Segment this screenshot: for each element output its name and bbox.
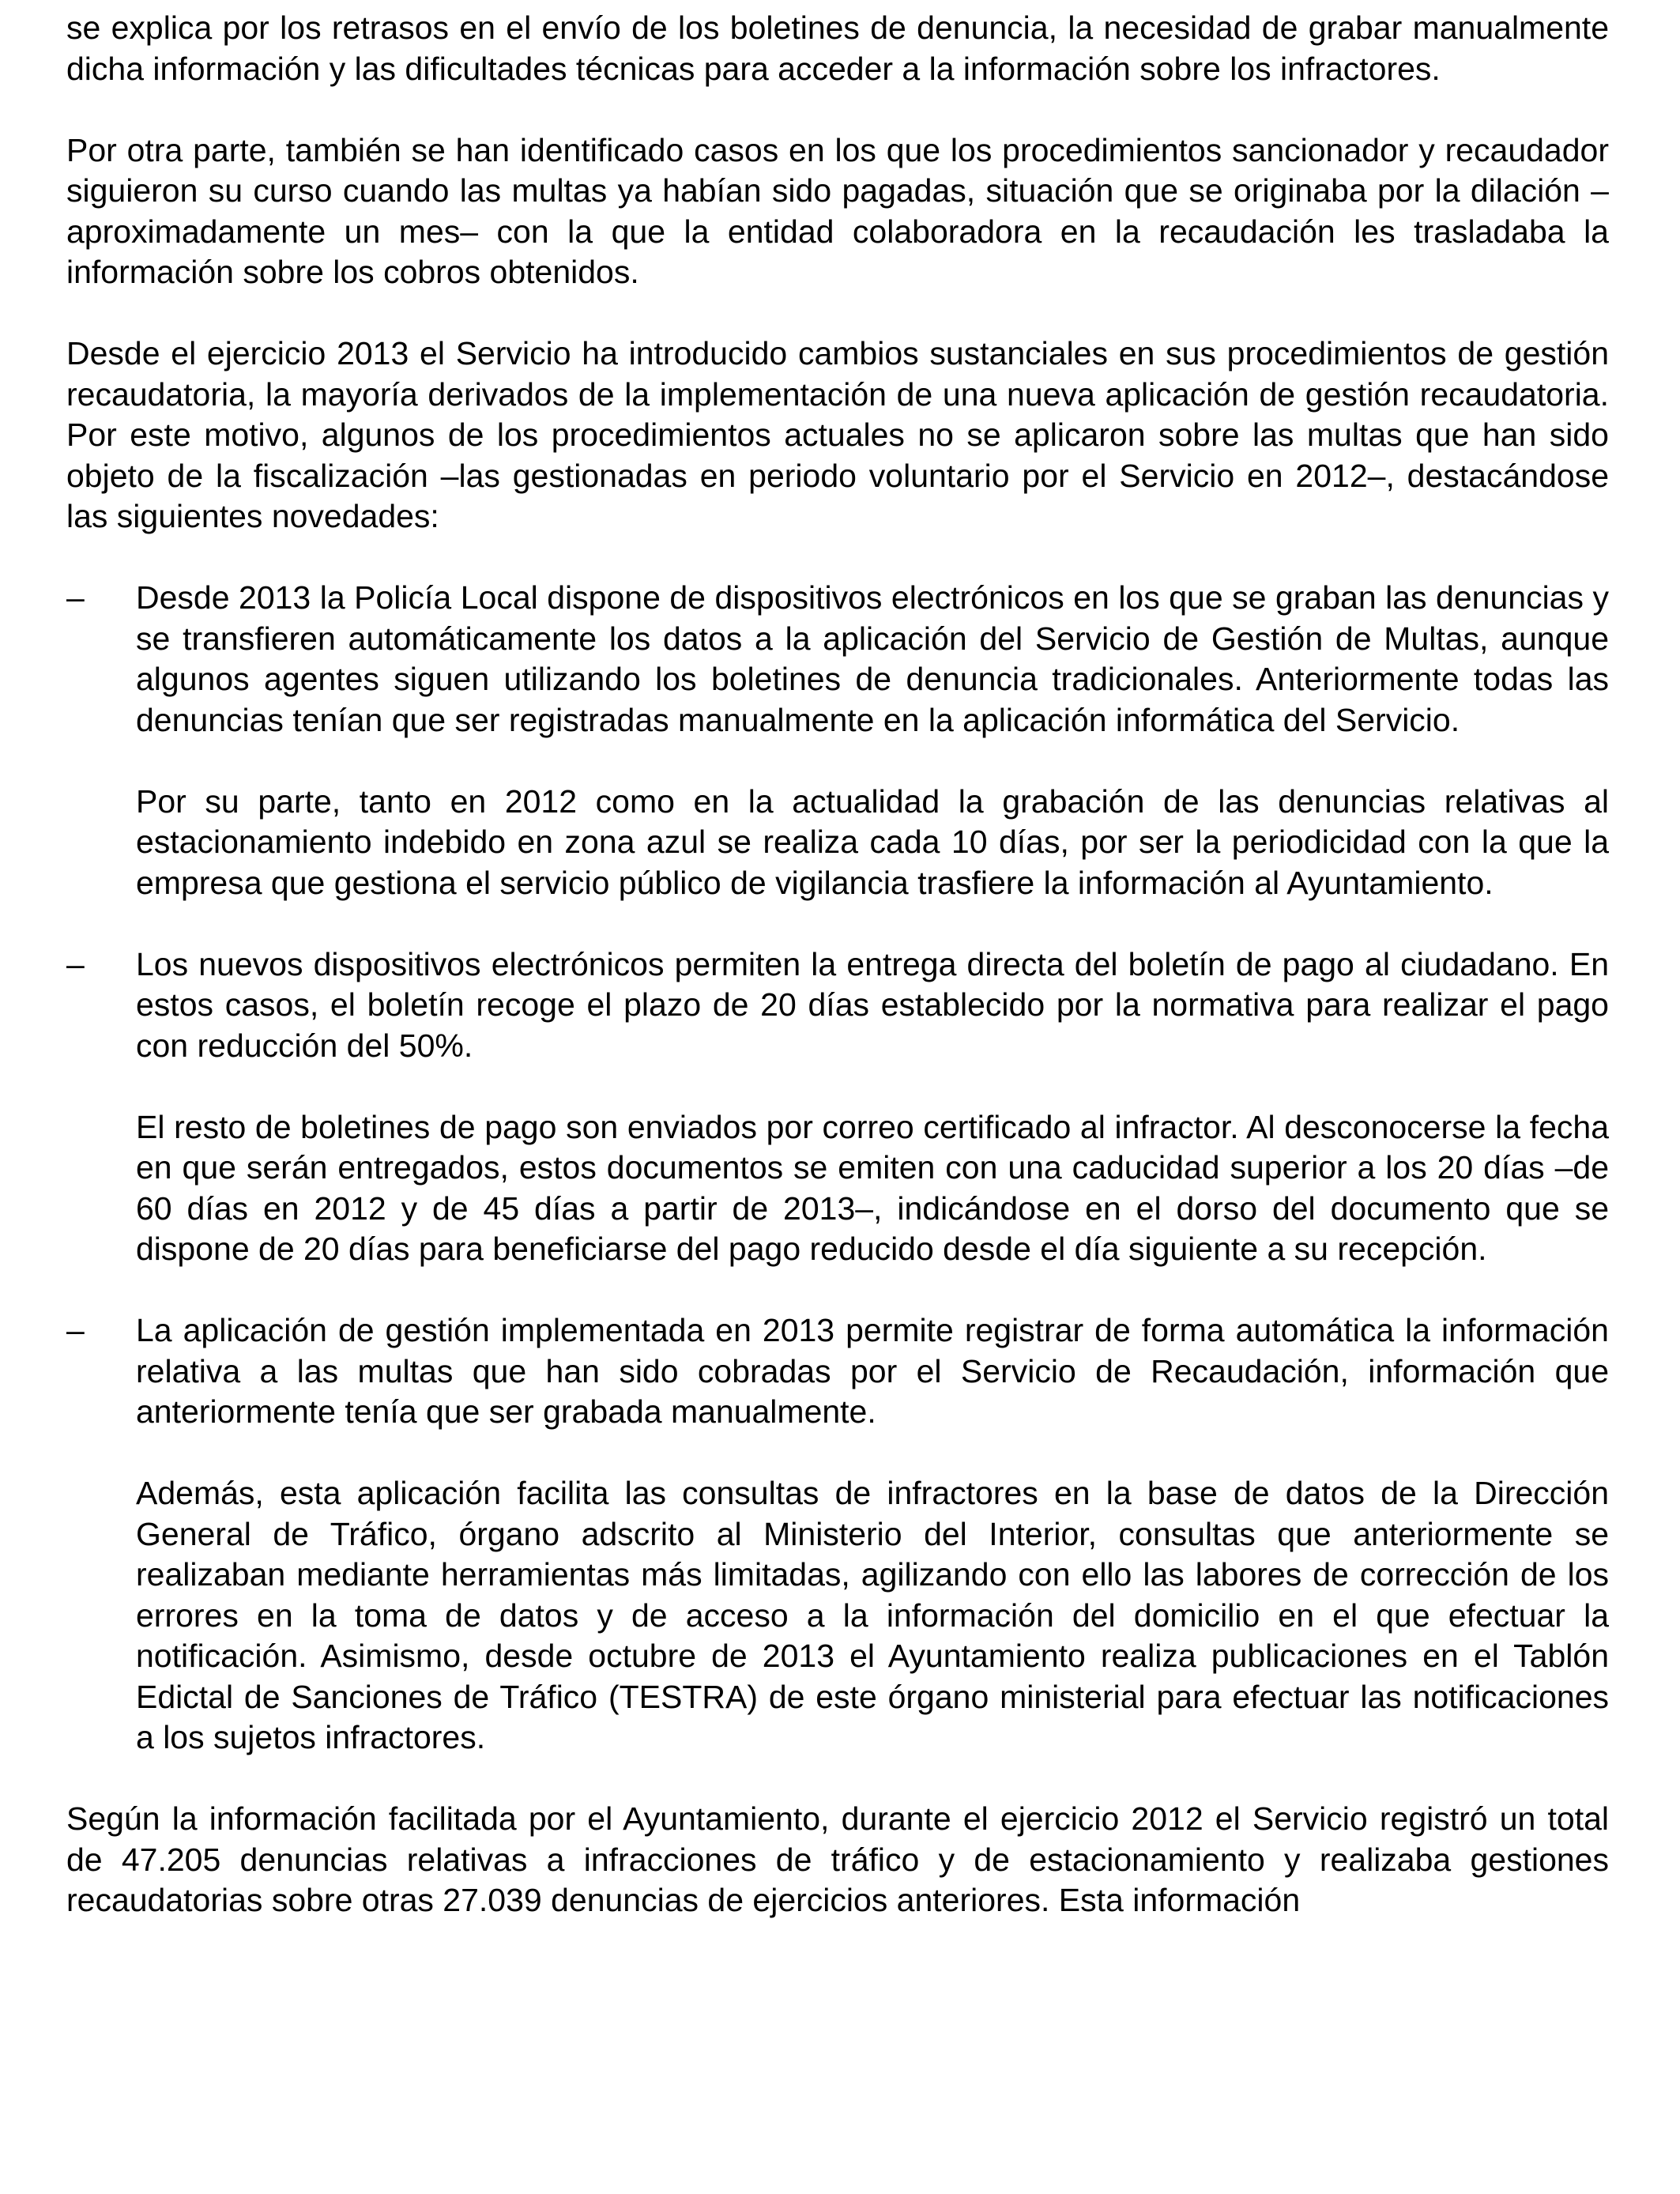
document-page (66, 8, 1609, 1921)
paragraph-pagadas: Por otra parte, también se han identificado casos en los que los procedimientos sancionador y recaudador siguieron su curso cuando las multas ya habían sido pagadas, situación que se originaba por la dilación –aproximadamente un mes– con la que la entidad colaboradora en la recaudación les trasladaba la información sobre los cobros obtenidos. (66, 131, 1609, 290)
bullet-item-aplicacion (66, 1310, 1609, 1759)
bullet-item-entrega (66, 944, 1609, 1270)
paragraph-retrasos: se explica por los retrasos en el envío de los boletines de denuncia, la necesidad de grabar manualmente dicha información y las dificultades técnicas para acceder a la información sobre los infractores. (66, 9, 1609, 87)
bullet-text: La aplicación de gestión implementada en 2013 permite registrar de forma automática la información relativa a las multas que han sido cobradas por el Servicio de Recaudación, información que anteriormente tenía que ser grabada manualmente. (136, 1312, 1609, 1430)
bullet-subparagraph: Además, esta aplicación facilita las consultas de infractores en la base de datos de la Dirección General de Tráfico, órgano adscrito al Ministerio del Interior, consultas que anteriormente se realizaban mediante herramientas más limitadas, agilizando con ello las labores de corrección de los errores en la toma de datos y de acceso a la información del domicilio en el que efectuar la notificación. Asimismo, desde octubre de 2013 el Ayuntamiento realiza publicaciones en el Tablón Edictal de Sanciones de Tráfico (TESTRA) de este órgano ministerial para efectuar las notificaciones a los sujetos infractores. (136, 1475, 1609, 1755)
paragraph-denuncias: Según la información facilitada por el Ayuntamiento, durante el ejercicio 2012 el Servicio registró un total de 47.205 denuncias relativas a infracciones de tráfico y de estacionamiento y realizaba gestiones recaudatorias sobre otras 27.039 denuncias de ejercicios anteriores. Esta información (66, 1800, 1609, 1918)
bullet-subparagraph: Por su parte, tanto en 2012 como en la actualidad la grabación de las denuncias relativas al estacionamiento indebido en zona azul se realiza cada 10 días, por ser la periodicidad con la que la empresa que gestiona el servicio público de vigilancia trasfiere la información al Ayuntamiento. (136, 782, 1609, 901)
bullet-dash: – (66, 1312, 85, 1348)
bullet-item-dispositivos (66, 578, 1609, 903)
bullet-subparagraph: El resto de boletines de pago son enviados por correo certificado al infractor. Al desconocerse la fecha en que serán entregados, estos documentos se emiten con una caducidad superior a los 20 días –de 60 días en 2012 y de 45 días a partir de 2013–, indicándose en el dorso del documento que se dispone de 20 días para beneficiarse del pago reducido desde el día siguiente a su recepción. (136, 1108, 1609, 1267)
bullet-text: Desde 2013 la Policía Local dispone de dispositivos electrónicos en los que se graban las denuncias y se transfieren automáticamente los datos a la aplicación del Servicio de Gestión de Multas, aunque algunos agentes siguen utilizando los boletines de denuncia tradicionales. Anteriormente todas las denuncias tenían que ser registradas manualmente en la aplicación informática del Servicio. (136, 579, 1609, 738)
paragraph-cambios: Desde el ejercicio 2013 el Servicio ha introducido cambios sustanciales en sus procedimientos de gestión recaudatoria, la mayoría derivados de la implementación de una nueva aplicación de gestión recaudatoria. Por este motivo, algunos de los procedimientos actuales no se aplicaron sobre las multas que han sido objeto de la fiscalización –las gestionadas en periodo voluntario por el Servicio en 2012–, destacándose las siguientes novedades: (66, 335, 1609, 534)
bullet-text: Los nuevos dispositivos electrónicos permiten la entrega directa del boletín de pago al ciudadano. En estos casos, el boletín recoge el plazo de 20 días establecido por la normativa para realizar el pago con reducción del 50%. (136, 945, 1609, 1064)
bullet-dash: – (66, 945, 85, 982)
bullet-dash: – (66, 579, 85, 616)
